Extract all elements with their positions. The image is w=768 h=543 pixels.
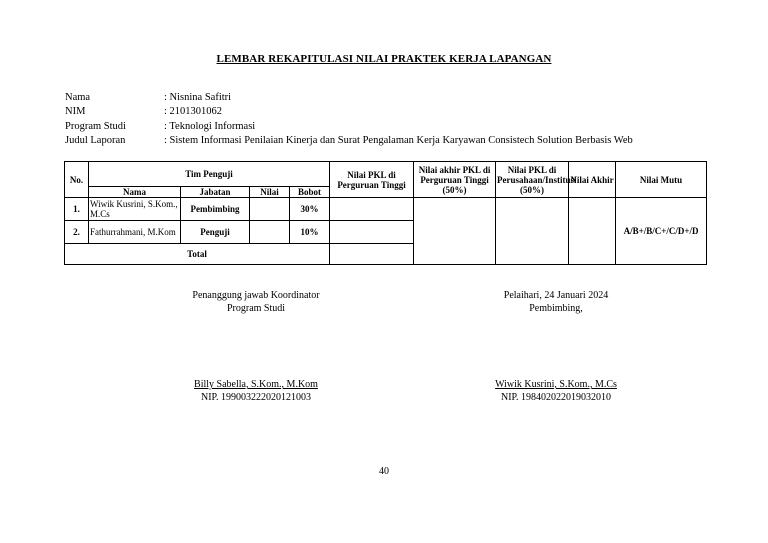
signature-right-line1: Pelaihari, 24 Januari 2024 xyxy=(503,290,609,301)
row-no: 2. xyxy=(65,221,89,244)
identity-label: Judul Laporan xyxy=(65,135,126,147)
header-nilai-akhir: Nilai Akhir xyxy=(569,162,616,198)
cell-nilai-akhir-pt xyxy=(414,198,496,265)
table-row xyxy=(65,198,707,221)
cell-nilai-akhir xyxy=(569,198,616,265)
signature-left-name: Billy Sabella, S.Kom., M.Kom xyxy=(194,379,318,390)
cell-nilai-mutu: A/B+/B/C+/C/D+/D xyxy=(616,198,707,265)
signature-left-line1: Penanggung jawab Koordinator xyxy=(192,290,320,301)
total-label: Total xyxy=(65,244,330,265)
identity-row-program-studi xyxy=(65,120,633,134)
header-nilai-akhir-pt: Nilai akhir PKL di Perguruan Tinggi (50%) xyxy=(414,162,496,198)
document-title: LEMBAR REKAPITULASI NILAI PRAKTEK KERJA LAPANGAN xyxy=(216,53,552,65)
identity-value: : Nisnina Safitri xyxy=(164,92,232,103)
signature-block-right-name xyxy=(436,379,676,404)
header-nilai-pkl-pt: Nilai PKL di Perguruan Tinggi xyxy=(330,162,414,198)
row-nilai xyxy=(250,198,290,221)
header-nilai-perusahaan: Nilai PKL di Perusahaan/Institusi (50%) xyxy=(496,162,569,198)
row-nilai xyxy=(250,221,290,244)
header-tim-penguji: Tim Penguji xyxy=(89,162,330,187)
row-jabatan: Pembimbing xyxy=(181,198,250,221)
header-no: No. xyxy=(65,162,89,198)
signature-right-name: Wiwik Kusrini, S.Kom., M.Cs xyxy=(495,379,617,390)
recap-table xyxy=(64,161,707,265)
signature-block-left-name xyxy=(128,379,384,404)
page-number: 40 xyxy=(379,466,389,477)
signature-block-left xyxy=(128,290,384,315)
row-bobot: 30% xyxy=(290,198,330,221)
row-jabatan: Penguji xyxy=(181,221,250,244)
signature-right-nip: NIP. 198402022019032010 xyxy=(500,391,611,403)
cell-nilai-perusahaan xyxy=(496,198,569,265)
identity-value: : Teknologi Informasi xyxy=(164,120,256,132)
identity-value: : 2101301062 xyxy=(164,106,223,118)
identity-row-judul-laporan xyxy=(65,134,633,148)
total-value xyxy=(330,244,414,265)
row-nilai-pkl-pt xyxy=(330,221,414,244)
header-jabatan: Jabatan xyxy=(181,187,250,198)
identity-row-nama xyxy=(65,91,633,105)
identity-label: NIM xyxy=(65,106,86,118)
header-nama: Nama xyxy=(89,187,181,198)
identity-label: Program Studi xyxy=(65,120,126,132)
signature-left-line2: Program Studi xyxy=(226,302,286,314)
row-bobot: 10% xyxy=(290,221,330,244)
signature-left-nip: NIP. 199003222020121003 xyxy=(200,391,311,403)
identity-value: : Sistem Informasi Penilaian Kinerja dan Surat Pengalaman Kerja Karyawan Consistech Solution Berbasis Web xyxy=(164,135,633,147)
header-bobot: Bobot xyxy=(290,187,330,198)
row-nama: Wiwik Kusrini, S.Kom., M.Cs xyxy=(89,198,181,221)
row-nama: Fathurrahmani, M.Kom xyxy=(89,221,181,244)
signature-block-right xyxy=(436,290,676,315)
identity-label: Nama xyxy=(65,92,91,103)
table-header-row xyxy=(65,162,707,187)
row-no: 1. xyxy=(65,198,89,221)
signature-right-line2: Pembimbing, xyxy=(529,302,583,314)
identity-row-nim xyxy=(65,105,633,119)
header-nilai: Nilai xyxy=(250,187,290,198)
header-nilai-mutu: Nilai Mutu xyxy=(616,162,707,198)
student-identity xyxy=(65,91,633,149)
row-nilai-pkl-pt xyxy=(330,198,414,221)
